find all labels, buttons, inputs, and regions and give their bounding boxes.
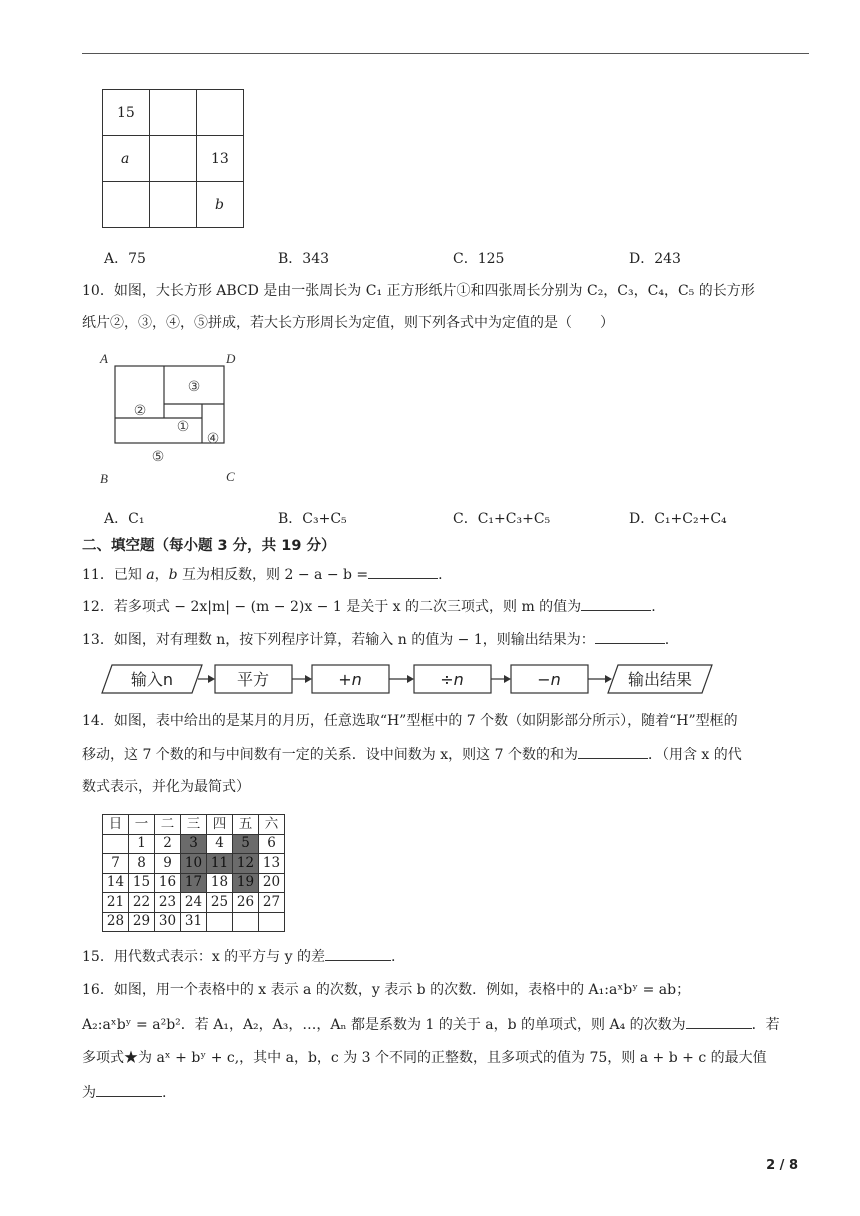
q16-line4-body: 为 — [82, 1085, 96, 1101]
label-b: B — [100, 471, 108, 486]
grid-cell — [103, 182, 150, 228]
calendar-cell: 12 — [233, 854, 259, 874]
q15-text — [82, 946, 395, 967]
piece-3-label: ③ — [187, 379, 201, 395]
q16-end: . — [162, 1085, 167, 1101]
q14-line3: 数式表示，并化为最简式） — [82, 779, 250, 795]
calendar-cell: 22 — [129, 893, 155, 913]
weekday-header: 一 — [129, 815, 155, 835]
q12-text — [82, 596, 656, 617]
calendar-cell: 3 — [181, 834, 207, 854]
calendar-cell: 25 — [207, 893, 233, 913]
calendar-cell — [207, 912, 233, 932]
page-number: 2 / 8 — [766, 1158, 798, 1173]
grid-cell — [150, 136, 197, 182]
q9-option-a: A．75 — [104, 251, 146, 267]
weekday-header: 三 — [181, 815, 207, 835]
section-title: 二、填空题（每小题 3 分，共 19 分） — [82, 538, 336, 554]
calendar-cell — [259, 912, 285, 932]
flow-subtract-n: −n — [537, 670, 561, 689]
calendar-cell: 9 — [155, 854, 181, 874]
q11-end: . — [438, 567, 443, 583]
calendar-table — [102, 814, 285, 932]
program-flowchart — [100, 663, 722, 695]
answer-blank — [595, 629, 665, 644]
label-a: A — [100, 351, 108, 366]
q11-pre: 11．已知 — [82, 567, 147, 583]
calendar-cell: 10 — [181, 854, 207, 874]
q16-line2-body: A₂:aˣbʸ = a²b²．若 A₁，A₂，A₃，…，Aₙ 都是系数为 1 的关于 a，b 的单项式，则 A₄ 的次数为 — [82, 1017, 686, 1033]
flow-divide-n: ÷n — [440, 670, 464, 689]
q11-text — [82, 564, 443, 585]
calendar-cell: 31 — [181, 912, 207, 932]
calendar-row — [103, 873, 285, 893]
weekday-header: 四 — [207, 815, 233, 835]
grid-cell: 13 — [197, 136, 244, 182]
q13-text — [82, 629, 669, 650]
q13-end: . — [664, 632, 670, 648]
q16-line4 — [82, 1082, 166, 1103]
calendar-cell: 15 — [129, 873, 155, 893]
grid-cell: b — [197, 182, 244, 228]
q12-body: 12．若多项式 − 2x|m| − (m − 2)x − 1 是关于 x 的二次三项式，则 m 的值为 — [82, 599, 582, 615]
q14-line2-body: 移动，这 7 个数的和与中间数有一定的关系．设中间数为 x，则这 7 个数的和为 — [82, 747, 578, 763]
calendar-cell: 17 — [181, 873, 207, 893]
flow-input: 输入n — [130, 670, 174, 689]
calendar-row — [103, 912, 285, 932]
var-b: b — [168, 567, 178, 583]
calendar-row — [103, 834, 285, 854]
calendar-cell: 28 — [103, 912, 129, 932]
rectangle-diagram — [96, 350, 246, 490]
calendar-header-row — [103, 815, 285, 835]
calendar-row — [103, 893, 285, 913]
flow-square: 平方 — [236, 670, 270, 689]
calendar-cell — [103, 834, 129, 854]
q15-body: 15．用代数式表示：x 的平方与 y 的差 — [82, 949, 325, 965]
answer-blank — [368, 564, 438, 579]
calendar-cell: 7 — [103, 854, 129, 874]
grid-cell — [150, 90, 197, 136]
calendar-cell: 30 — [155, 912, 181, 932]
weekday-header: 二 — [155, 815, 181, 835]
calendar-cell: 1 — [129, 834, 155, 854]
q10-option-a: A．C₁ — [104, 511, 145, 527]
q15-end: . — [390, 949, 396, 965]
q13-body: 13．如图，对有理数 n，按下列程序计算，若输入 n 的值为 − 1，则输出结果为： — [82, 632, 595, 648]
q14-line2-tail: ．（用含 x 的代 — [647, 747, 742, 763]
calendar-cell: 14 — [103, 873, 129, 893]
number-grid — [102, 89, 244, 228]
q9-option-d: D．243 — [629, 251, 681, 267]
calendar-cell: 18 — [207, 873, 233, 893]
var-a: a — [146, 567, 155, 583]
flow-add-n: +n — [338, 670, 362, 689]
q14-line1: 14．如图，表中给出的是某月的月历，任意选取“H”型框中的 7 个数（如阴影部分所示），随着“H”型框的 — [82, 713, 738, 729]
calendar-cell: 6 — [259, 834, 285, 854]
q14-line2 — [82, 744, 742, 765]
calendar-cell: 4 — [207, 834, 233, 854]
calendar-cell: 8 — [129, 854, 155, 874]
q11-post: 互为相反数，则 2 − a − b = — [177, 567, 369, 583]
q10-option-c: C．C₁+C₃+C₅ — [453, 511, 551, 527]
piece-2-label: ② — [133, 403, 147, 419]
calendar-cell — [233, 912, 259, 932]
q9-option-b: B．343 — [278, 251, 330, 267]
answer-blank — [578, 744, 648, 759]
calendar-cell: 27 — [259, 893, 285, 913]
flow-output: 输出结果 — [627, 670, 693, 689]
calendar-cell: 23 — [155, 893, 181, 913]
answer-blank — [581, 596, 651, 611]
piece-5-label: ⑤ — [151, 449, 165, 465]
calendar-cell: 26 — [233, 893, 259, 913]
header-rule — [82, 53, 809, 54]
weekday-header: 日 — [103, 815, 129, 835]
q10-option-b: B．C₃+C₅ — [278, 511, 347, 527]
q9-option-c: C．125 — [453, 251, 505, 267]
calendar-cell: 29 — [129, 912, 155, 932]
q16-line2 — [82, 1014, 780, 1035]
weekday-header: 六 — [259, 815, 285, 835]
q16-line2-tail: ．若 — [751, 1017, 780, 1033]
answer-blank — [96, 1082, 162, 1097]
grid-cell — [197, 90, 244, 136]
calendar-cell: 21 — [103, 893, 129, 913]
grid-cell: 15 — [103, 90, 150, 136]
grid-cell — [150, 182, 197, 228]
q10-option-d: D．C₁+C₂+C₄ — [629, 511, 727, 527]
calendar-cell: 2 — [155, 834, 181, 854]
calendar-cell: 16 — [155, 873, 181, 893]
answer-blank — [686, 1014, 752, 1029]
label-d: D — [226, 351, 236, 366]
calendar-cell: 13 — [259, 854, 285, 874]
grid-cell: a — [103, 136, 150, 182]
piece-4-label: ④ — [206, 431, 220, 447]
calendar-cell: 20 — [259, 873, 285, 893]
piece-1-label: ① — [176, 419, 190, 435]
q11-mid: ， — [154, 567, 169, 583]
calendar-cell: 19 — [233, 873, 259, 893]
q10-line1: 10．如图，大长方形 ABCD 是由一张周长为 C₁ 正方形纸片①和四张周长分别为 C₂，C₃，C₄，C₅ 的长方形 — [82, 283, 755, 299]
q16-line1: 16．如图，用一个表格中的 x 表示 a 的次数，y 表示 b 的次数．例如，表格中的 A₁:aˣbʸ = ab； — [82, 982, 691, 998]
q16-line3: 多项式★为 aˣ + bʸ + c,，其中 a，b，c 为 3 个不同的正整数，且多项式的值为 75，则 a + b + c 的最大值 — [82, 1050, 767, 1066]
q12-end: . — [651, 599, 656, 615]
calendar-cell: 24 — [181, 893, 207, 913]
weekday-header: 五 — [233, 815, 259, 835]
calendar-row — [103, 854, 285, 874]
label-c: C — [226, 469, 235, 484]
calendar-cell: 11 — [207, 854, 233, 874]
calendar-cell: 5 — [233, 834, 259, 854]
q10-line2: 纸片②，③，④，⑤拼成，若大长方形周长为定值，则下列各式中为定值的是（ ） — [82, 315, 614, 331]
answer-blank — [325, 946, 391, 961]
